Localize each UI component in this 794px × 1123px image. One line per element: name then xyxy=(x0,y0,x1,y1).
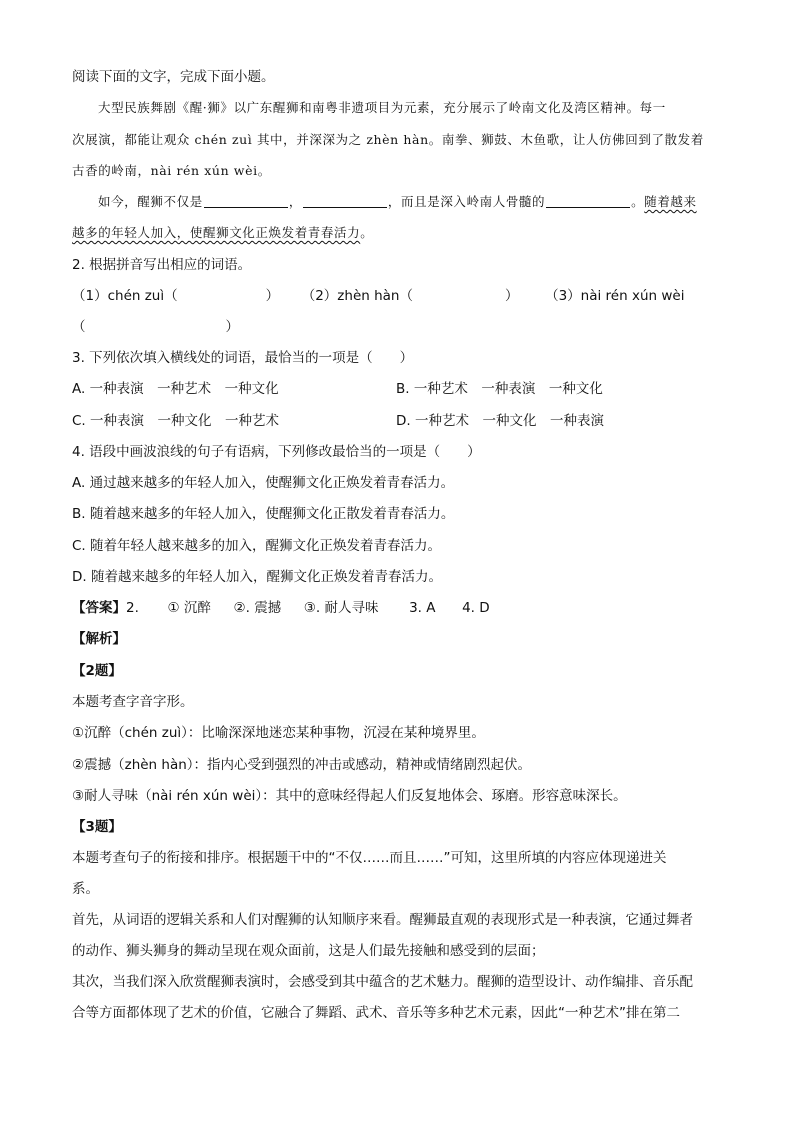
q2-item-2: （2）zhèn hàn（ xyxy=(301,288,413,304)
passage-paragraph-2 xyxy=(98,192,697,212)
question-2-line xyxy=(72,286,684,306)
q4-option-b[interactable]: B. 随着越来越多的年轻人加入，使醒狮文化正散发着青春活力。 xyxy=(72,506,455,522)
analysis-text: ③耐人寻味（nài rén xún wèi）：其中的意味经得起人们反复地体会、琢磨。形容意味深长。 xyxy=(72,788,627,804)
answer-word: 耐人寻味 xyxy=(324,600,379,616)
fill-blank-1[interactable] xyxy=(204,193,288,208)
q4-option-a[interactable]: A. 通过越来越多的年轻人加入，使醒狮文化正焕发着青春活力。 xyxy=(72,475,455,491)
analysis-text: ①沉醉（chén zuì）：比喻深深地迷恋某种事物，沉浸在某种境界里。 xyxy=(72,725,485,741)
q2-bracket: ） xyxy=(225,319,239,335)
answer-line xyxy=(72,598,490,618)
answer-q2: 2. xyxy=(126,600,139,616)
q3-option-d[interactable]: D. 一种艺术 一种文化 一种表演 xyxy=(396,413,604,429)
answer-word: 震撼 xyxy=(254,600,282,616)
analysis-text: 系。 xyxy=(72,881,99,897)
analysis-text: 的动作、狮头狮身的舞动呈现在观众面前，这是人们最先接触和感受到的层面； xyxy=(72,943,545,959)
intro-text: 阅读下面的文字，完成下面小题。 xyxy=(72,69,275,85)
q2-item-1: （1）chén zuì（ xyxy=(72,288,178,304)
analysis-text: 本题考查句子的衔接和排序。根据题干中的“不仅……而且……”可知，这里所填的内容应体现递进关 xyxy=(72,850,667,866)
question-2-stem: 2. 根据拼音写出相应的词语。 xyxy=(72,257,252,273)
q3-option-a[interactable]: A. 一种表演 一种艺术 一种文化 xyxy=(72,381,279,397)
answer-num: ① xyxy=(167,600,180,616)
answer-word: 沉醉 xyxy=(183,600,211,616)
answer-q4: 4. D xyxy=(462,600,490,616)
q4-option-d[interactable]: D. 随着越来越多的年轻人加入，醒狮文化正焕发着青春活力。 xyxy=(72,569,442,585)
section-heading: 【2题】 xyxy=(72,663,122,679)
q4-option-c[interactable]: C. 随着年轻人越来越多的加入，醒狮文化正焕发着青春活力。 xyxy=(72,538,442,554)
answer-q3: 3. A xyxy=(409,600,436,616)
q2-bracket: ） xyxy=(265,288,280,304)
passage-text: 。 xyxy=(360,225,374,240)
passage-text: ， xyxy=(288,194,302,209)
question-2-line-2 xyxy=(72,317,239,337)
passage-text: 。 xyxy=(631,194,645,209)
q3-option-b[interactable]: B. 一种艺术 一种表演 一种文化 xyxy=(396,381,603,397)
wavy-sentence: 越多的年轻人加入，使醒狮文化正焕发着青春活力 xyxy=(72,225,361,240)
fill-blank-3[interactable] xyxy=(546,193,630,208)
analysis-text: 其次，当我们深入欣赏醒狮表演时，会感受到其中蕴含的艺术魅力。醒狮的造型设计、动作编排、音乐配 xyxy=(72,974,693,990)
passage-line: 古香的岭南，nài rén xún wèi。 xyxy=(72,163,271,178)
passage-line: 大型民族舞剧《醒·狮》以广东醒狮和南粤非遗项目为元素，充分展示了岭南文化及湾区精神。每一 xyxy=(98,100,666,115)
answer-num: ②. xyxy=(233,600,250,616)
analysis-text: 首先，从词语的逻辑关系和人们对醒狮的认知顺序来看。醒狮最直观的表现形式是一种表演，它通过舞者 xyxy=(72,912,693,928)
answer-label: 【答案】 xyxy=(72,600,126,616)
fill-blank-2[interactable] xyxy=(303,193,387,208)
passage-text: ，而且是深入岭南人骨髓的 xyxy=(387,194,546,209)
question-4-stem: 4. 语段中画波浪线的句子有语病，下列修改最恰当的一项是（ ） xyxy=(72,444,481,460)
question-3-stem: 3. 下列依次填入横线处的词语，最恰当的一项是（ ） xyxy=(72,350,414,366)
q2-item-3: （3）nài rén xún wèi xyxy=(545,288,685,304)
wavy-sentence: 随着越来 xyxy=(644,194,697,209)
analysis-label: 【解析】 xyxy=(72,631,126,647)
q2-bracket: （ xyxy=(72,319,86,335)
q3-option-c[interactable]: C. 一种表演 一种文化 一种艺术 xyxy=(72,413,280,429)
passage-paragraph-2-cont xyxy=(72,223,373,243)
passage-text: 如今，醒狮不仅是 xyxy=(98,194,203,209)
analysis-text: ②震撼（zhèn hàn）：指内心受到强烈的冲击或感动，精神或情绪剧烈起伏。 xyxy=(72,757,532,773)
analysis-text: 合等方面都体现了艺术的价值，它融合了舞蹈、武术、音乐等多种艺术元素，因此“一种艺术”排在第二 xyxy=(72,1005,680,1021)
passage-line: 次展演，都能让观众 chén zuì 其中，并深深为之 zhèn hàn。南拳、狮鼓、木鱼歌，让人仿佛回到了散发着 xyxy=(72,132,704,147)
answer-num: ③. xyxy=(303,600,321,616)
section-heading: 【3题】 xyxy=(72,819,122,835)
q2-bracket: ） xyxy=(505,288,519,304)
analysis-text: 本题考查字音字形。 xyxy=(72,694,194,710)
